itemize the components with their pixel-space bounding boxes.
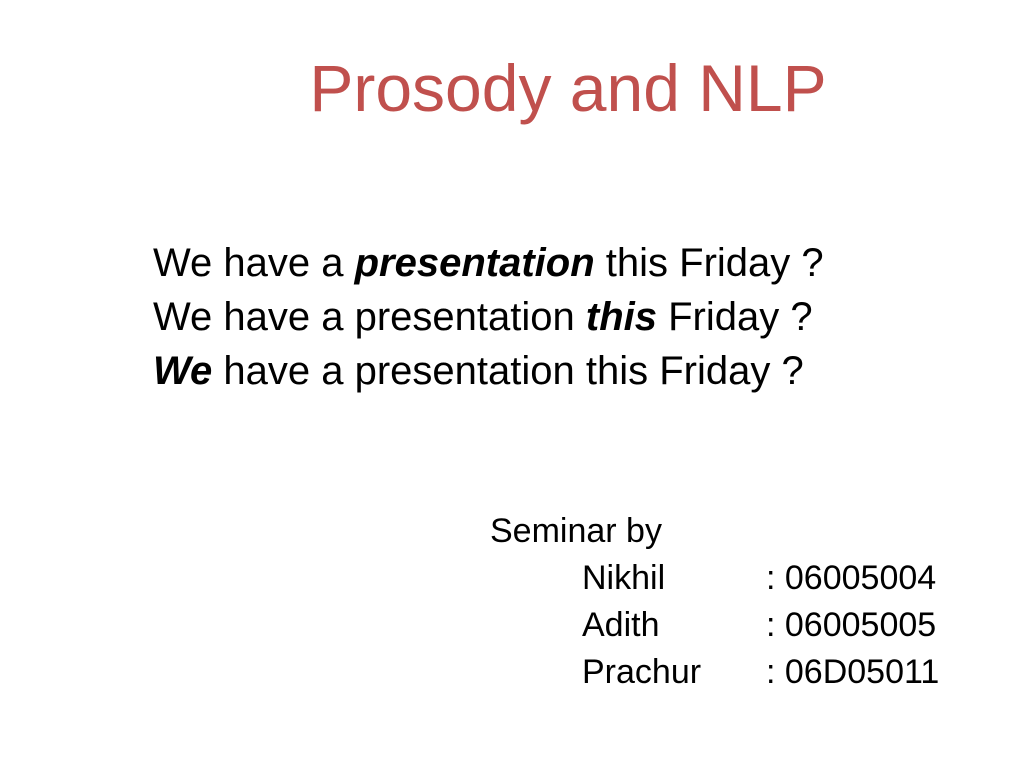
slide-title: Prosody and NLP (309, 51, 827, 125)
presenter-roll-number: : 06005004 (766, 559, 937, 597)
presenter-name: Adith (582, 606, 660, 644)
example-sentences (153, 236, 824, 398)
sentence-text-after: have a presentation this Friday ? (212, 349, 804, 393)
presenter-name: Nikhil (582, 559, 666, 597)
presenter-row (490, 649, 940, 696)
stressed-word: We (153, 349, 213, 393)
presenter-row (490, 602, 937, 649)
presenter-name: Prachur (582, 653, 702, 691)
example-sentence (153, 344, 824, 398)
sentence-text-before: We have a (153, 241, 355, 285)
presenter-roll-number: : 06005005 (766, 606, 937, 644)
seminar-credits (490, 508, 940, 696)
stressed-word: presentation (354, 241, 595, 285)
credits-heading: Seminar by (490, 512, 662, 550)
sentence-text-after: Friday ? (657, 295, 813, 339)
presenter-roll-number: : 06D05011 (766, 653, 940, 691)
example-sentence (153, 236, 824, 290)
sentence-text-after: this Friday ? (594, 241, 824, 285)
sentence-text-before: We have a presentation (153, 295, 586, 339)
stressed-word: this (585, 295, 657, 339)
presenter-row (490, 555, 937, 602)
example-sentence (153, 290, 824, 344)
